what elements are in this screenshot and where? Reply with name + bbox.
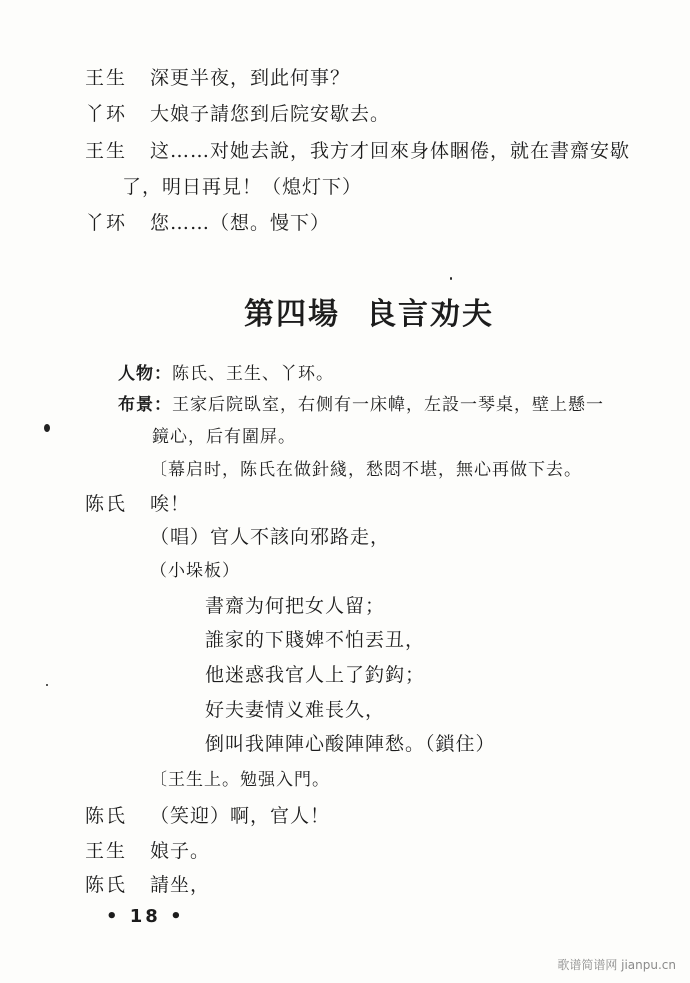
dialogue-line: （笑迎）啊，官人！ (150, 805, 331, 827)
sing-cue: （唱）官人不該向邪路走， (150, 526, 391, 548)
ink-speck (46, 684, 48, 686)
setting-line-1 (118, 393, 604, 417)
stage-direction: 〔王生上。勉强入門。 (150, 770, 330, 790)
scene-title (244, 297, 494, 333)
verse-line: 倒叫我陣陣心酸陣陣愁。（鎖住） (205, 733, 496, 755)
cast-list (118, 362, 334, 386)
scene-number: 第四場 (244, 297, 340, 332)
dialogue-line: 这……对她去說，我方才回來身体睏倦，就在書齋安歇 (150, 140, 631, 162)
cast-text: 陈氏、王生、丫环。 (172, 364, 334, 384)
setting-line-2: 鏡心，后有圍屏。 (152, 427, 296, 447)
speaker-name: 王生 (85, 840, 128, 862)
speaker-name: 丫环 (85, 103, 128, 125)
ink-speck (44, 424, 50, 432)
verse-line: 書齋为何把女人留； (205, 595, 386, 617)
watermark: 歌谱简谱网 jianpu.cn (557, 958, 676, 972)
setting-label: 布景： (118, 395, 172, 415)
speaker-name: 陈氏 (85, 874, 128, 896)
dialogue-line: 請坐， (150, 874, 211, 896)
speaker-name: 陈氏 (85, 805, 128, 827)
dialogue-line: 唉！ (150, 493, 191, 515)
dialogue-line-continued: 了，明日再見！（熄灯下） (122, 176, 363, 198)
speaker-name: 陈氏 (85, 493, 128, 515)
verse-line: 他迷惑我官人上了釣鈎； (205, 664, 426, 686)
stage-direction: 〔幕启时，陈氏在做針綫，愁悶不堪，無心再做下去。 (150, 460, 582, 480)
dialogue-line: 娘子。 (150, 840, 211, 862)
speaker-name: 王生 (85, 140, 128, 162)
verse-line: 好夫妻情义难長久， (205, 699, 386, 721)
verse-line: 誰家的下賤婢不怕丟丑， (205, 629, 426, 651)
page-number: • 18 • (106, 906, 185, 927)
cast-label: 人物： (118, 364, 172, 384)
dialogue-line: 深更半夜，到此何事？ (150, 67, 351, 89)
ink-speck (450, 277, 452, 280)
tune-name: （小垛板） (150, 561, 240, 581)
speaker-name: 王生 (85, 67, 128, 89)
setting-text: 王家后院臥室，右侧有一床幃，左設一琴桌，壁上懸一 (172, 395, 604, 415)
speaker-name: 丫环 (85, 212, 128, 234)
dialogue-line: 大娘子請您到后院安歇去。 (150, 103, 391, 125)
dialogue-line: 您……（想。慢下） (150, 212, 331, 234)
scene-name: 良言劝夫 (366, 297, 494, 332)
